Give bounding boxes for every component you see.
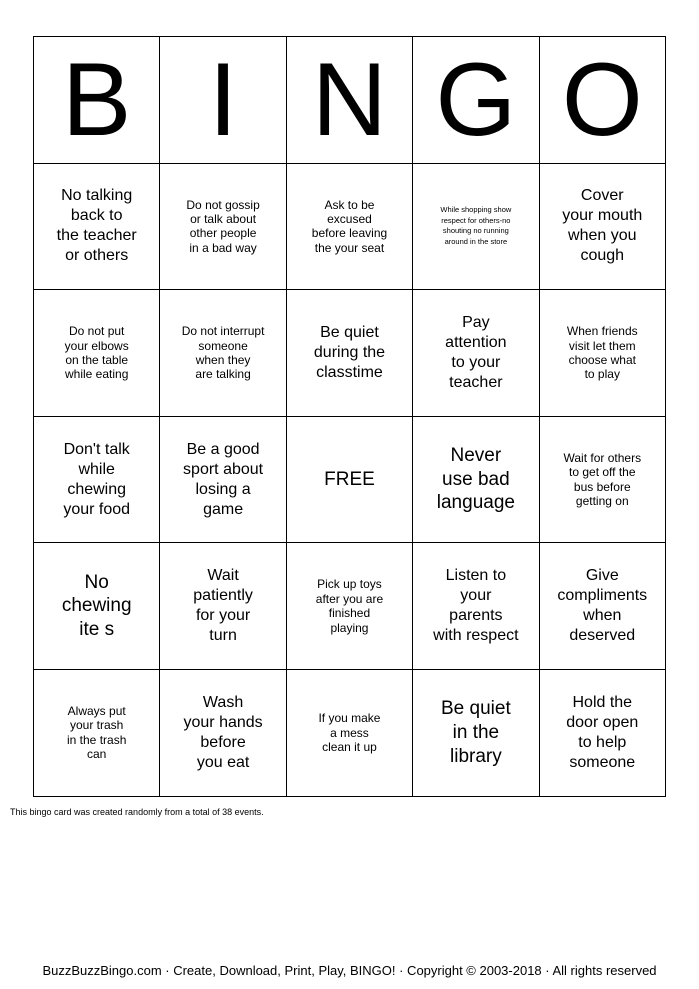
bingo-cell-text: Don't talk while chewing your food [63, 440, 131, 518]
bingo-cell-text: Pick up toys after you are finished playing [315, 577, 384, 635]
bingo-cell[interactable] [286, 669, 412, 796]
footer-copyright: BuzzBuzzBingo.com · Create, Download, Print, Play, BINGO! · Copyright © 2003-2018 · All rights reserved [42, 963, 657, 978]
bingo-cell-text: Never use bad language [436, 444, 515, 514]
bingo-cell[interactable] [413, 290, 539, 417]
bingo-cell[interactable] [286, 416, 412, 543]
header-letter-i: I [160, 37, 286, 164]
bingo-cell-text: No talking back to the teacher or others [56, 187, 137, 265]
bingo-cell[interactable] [160, 669, 286, 796]
bingo-cell[interactable] [160, 163, 286, 290]
bingo-cell-text: Pay attention to your teacher [445, 313, 507, 391]
bingo-cell-text: Wait patiently for your turn [193, 567, 253, 645]
bingo-cell[interactable] [413, 416, 539, 543]
bingo-cell-text: Do not put your elbows on the table while eating [64, 324, 129, 382]
bingo-cell-text: Always put your trash in the trash can [67, 703, 127, 762]
bingo-cell[interactable] [539, 543, 665, 670]
bingo-cell[interactable] [34, 290, 160, 417]
bingo-cell-text: While shopping show respect for others-no shouting no running around in the store [440, 204, 512, 247]
header-letter-b: B [34, 37, 160, 164]
bingo-row [34, 416, 666, 543]
bingo-card [33, 36, 666, 797]
bingo-cell-text: Hold the door open to help someone [566, 693, 639, 771]
bingo-cell[interactable] [286, 290, 412, 417]
bingo-cell[interactable] [160, 543, 286, 670]
bingo-cell-text: Do not gossip or talk about other people in a bad way [186, 197, 260, 255]
header-letter-g: G [413, 37, 539, 164]
bingo-cell[interactable] [539, 669, 665, 796]
bingo-cell-text: No chewing ite s [61, 571, 132, 641]
bingo-cell-text: Wait for others to get off the bus before getting on [563, 450, 642, 508]
bingo-cell-text: If you make a mess clean it up [318, 711, 381, 754]
bingo-cell[interactable] [160, 290, 286, 417]
bingo-header-row [34, 37, 666, 164]
bingo-row [34, 669, 666, 796]
bingo-cell[interactable] [539, 290, 665, 417]
bingo-cell-text: Do not interrupt someone when they are talking [181, 324, 265, 382]
bingo-cell-text: Be a good sport about losing a game [183, 440, 264, 518]
bingo-cell-text: Give compliments when deserved [557, 567, 648, 645]
generation-note: This bingo card was created randomly from a total of 38 events. [10, 807, 264, 817]
bingo-cell[interactable] [286, 163, 412, 290]
bingo-cell-text: Cover your mouth when you cough [562, 187, 643, 265]
bingo-cell[interactable] [34, 669, 160, 796]
bingo-cell-text: Be quiet during the classtime [313, 323, 386, 381]
bingo-cell-text: Be quiet in the library [441, 698, 511, 767]
bingo-cell[interactable] [413, 163, 539, 290]
bingo-cell[interactable] [413, 543, 539, 670]
bingo-cell[interactable] [286, 543, 412, 670]
bingo-row [34, 543, 666, 670]
bingo-cell[interactable] [160, 416, 286, 543]
bingo-cell[interactable] [34, 163, 160, 290]
bingo-cell-text: Listen to your parents with respect [433, 567, 519, 645]
bingo-cell[interactable] [539, 416, 665, 543]
bingo-row [34, 290, 666, 417]
bingo-cell-text: When friends visit let them choose what to play [566, 324, 638, 382]
bingo-cell[interactable] [34, 543, 160, 670]
bingo-cell-text: Wash your hands before you eat [183, 693, 263, 771]
bingo-grid [34, 163, 666, 796]
bingo-cell[interactable] [34, 416, 160, 543]
bingo-cell-text: Ask to be excused before leaving the your seat [311, 197, 388, 255]
bingo-cell[interactable] [413, 669, 539, 796]
bingo-row [34, 163, 666, 290]
header-letter-o: O [539, 37, 665, 164]
bingo-cell-text: FREE [324, 468, 375, 490]
bingo-cell[interactable] [539, 163, 665, 290]
header-letter-n: N [286, 37, 412, 164]
